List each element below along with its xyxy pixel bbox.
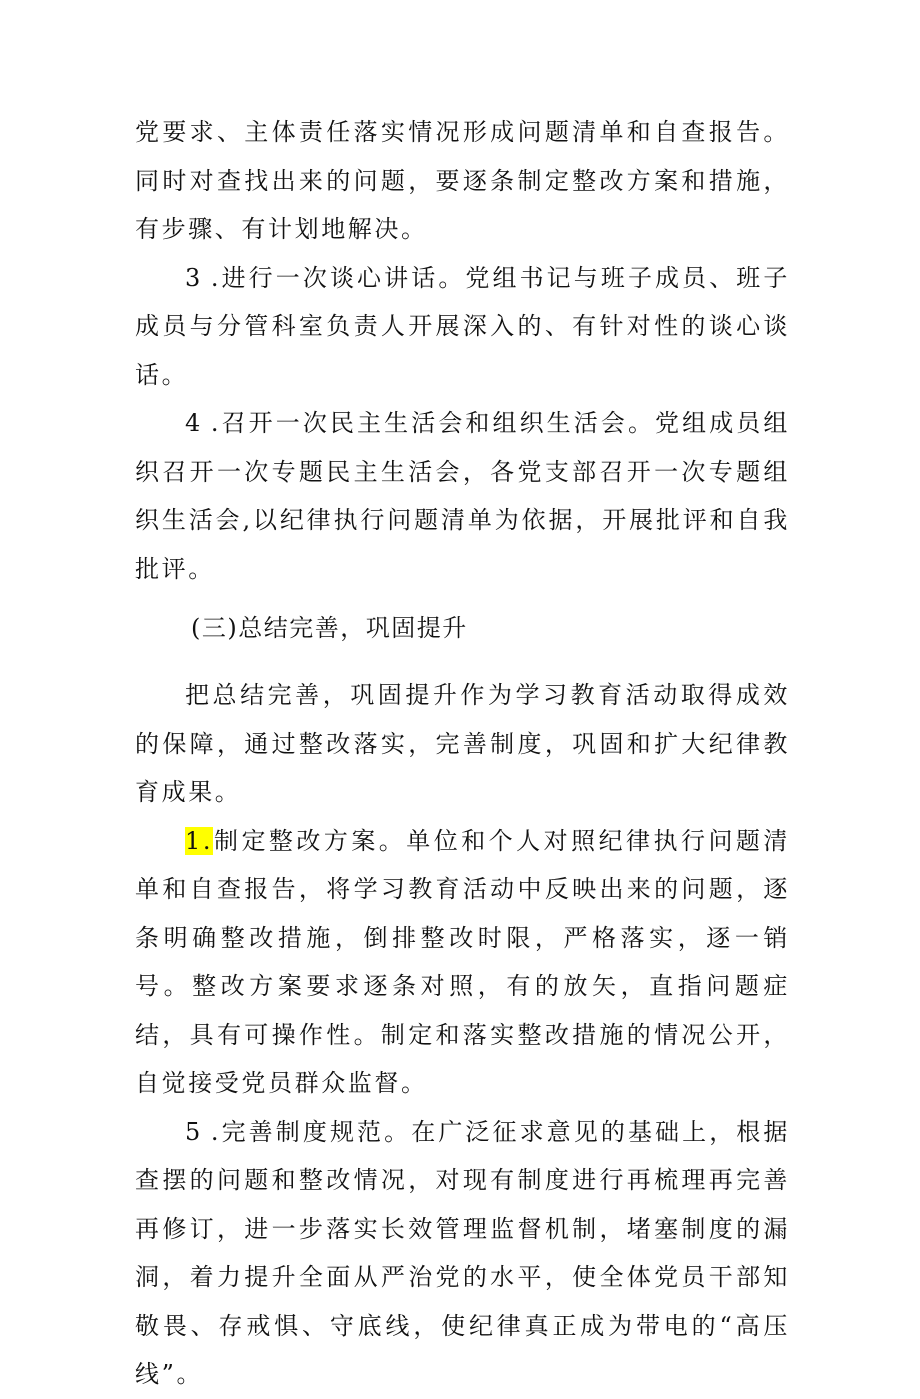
paragraph-4-text: 把总结完善，巩固提升作为学习教育活动取得成效的保障，通过整改落实，完善制度，巩固和扩大纪律教育成果。	[135, 681, 790, 806]
paragraph-6	[135, 1108, 790, 1399]
paragraph-2	[135, 254, 790, 400]
paragraph-2-number: 3	[185, 263, 203, 292]
paragraph-5	[135, 817, 790, 1108]
paragraph-1	[135, 108, 790, 254]
section-heading-text: (三)总结完善，巩固提升	[191, 614, 468, 642]
paragraph-3-text: .召开一次民主生活会和组织生活会。党组成员组织召开一次专题民主生活会，各党支部召开一次专题组织生活会,以纪律执行问题清单为依据，开展批评和自我批评。	[135, 409, 790, 583]
paragraph-3-number: 4	[185, 409, 203, 437]
paragraph-3	[135, 399, 790, 593]
paragraph-6-text: .完善制度规范。在广泛征求意见的基础上，根据查摆的问题和整改情况，对现有制度进行再梳理再完善再修订，进一步落实长效管理监督机制，堵塞制度的漏洞，着力提升全面从严治党的水平，使全体党员干部知敬畏、存戒惧、守底线，使纪律真正成为带电的“高压线”。	[135, 1117, 790, 1388]
section-heading	[135, 599, 790, 657]
paragraph-2-text: .进行一次谈心讲话。党组书记与班子成员、班子成员与分管科室负责人开展深入的、有针对性的谈心谈话。	[135, 263, 790, 389]
paragraph-4	[135, 671, 790, 817]
highlighted-number: 1.	[185, 826, 214, 855]
paragraph-1-text: 党要求、主体责任落实情况形成问题清单和自查报告。同时对查找出来的问题，要逐条制定整改方案和措施，有步骤、有计划地解决。	[135, 118, 790, 243]
document-body	[135, 108, 790, 1399]
paragraph-5-text: 制定整改方案。单位和个人对照纪律执行问题清单和自查报告，将学习教育活动中反映出来的问题，逐条明确整改措施，倒排整改时限，严格落实，逐一销号。整改方案要求逐条对照，有的放矢，直指问题症结，具有可操作性。制定和落实整改措施的情况公开，自觉接受党员群众监督。	[135, 826, 790, 1097]
paragraph-6-number: 5	[185, 1117, 203, 1146]
